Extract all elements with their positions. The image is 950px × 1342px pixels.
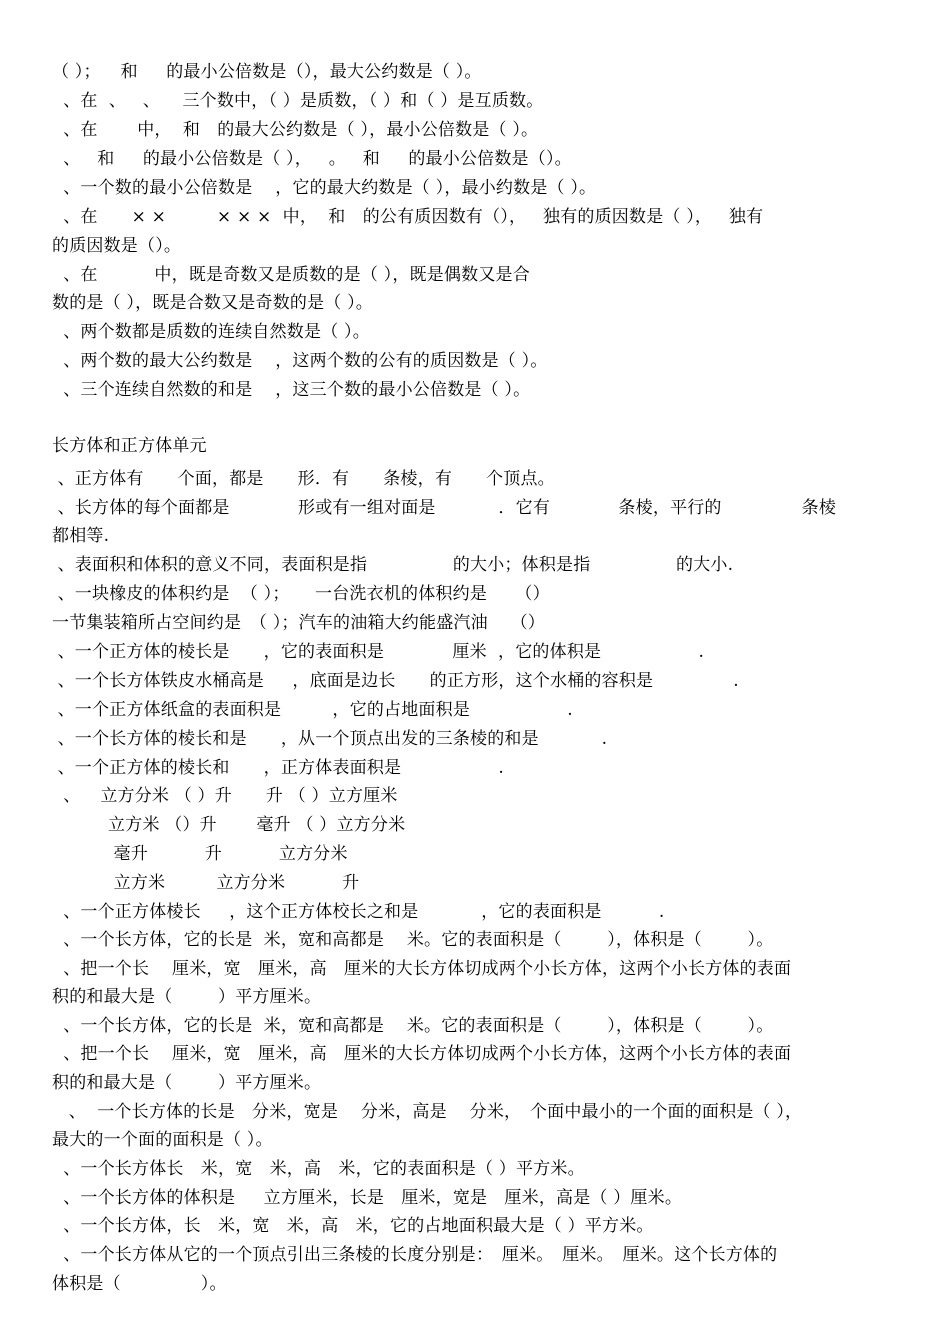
text-line: 、三个连续自然数的和是 ，这三个数的最小公倍数是（ ）。 xyxy=(52,380,531,400)
text-line: 、一个长方体的体积是 立方厘米，长是 厘米，宽是 厘米，高是（ ）厘米。 xyxy=(52,1188,683,1208)
text-line: 、长方体的每个面都是 形或有一组对面是 ．它有 条棱，平行的 条棱 xyxy=(52,498,837,518)
text-line: 、一个正方体的棱长是 ，它的表面积是 厘米 ，它的体积是 . xyxy=(52,642,705,662)
text-line: 、一个长方体，长 米，宽 米，高 米，它的占地面积最大是（ ）平方米。 xyxy=(52,1216,654,1236)
text-line: 、正方体有 个面，都是 形．有 条棱，有 个顶点。 xyxy=(52,469,555,489)
text-line: 、在 、 、 三个数中，（ ）是质数，（ ）和（ ）是互质数。 xyxy=(52,91,544,111)
text-line: 数的是（ ），既是合数又是奇数的是（ ）。 xyxy=(52,293,374,313)
text-line: 、两个数都是质数的连续自然数是（ ）。 xyxy=(52,322,370,342)
text-line: 积的和最大是（ ）平方厘米。 xyxy=(52,987,322,1007)
text-line: 、一个长方体铁皮水桶高是 ，底面是边长 的正方形，这个水桶的容积是 . xyxy=(52,671,739,691)
text-line: 、一个正方体纸盒的表面积是 ，它的占地面积是 . xyxy=(52,700,573,720)
text-line: 最大的一个面的面积是（ ）。 xyxy=(52,1130,273,1150)
text-line: 毫升 升 立方分米 xyxy=(52,844,348,864)
text-line: 、一个正方体的棱长和 ，正方体表面积是 . xyxy=(52,758,505,778)
text-line: 立方米 立方分米 升 xyxy=(52,873,360,893)
text-line: 都相等. xyxy=(52,526,110,546)
text-line: 、在 中，既是奇数又是质数的是（ ），既是偶数又是合 xyxy=(52,265,530,285)
text-line: 体积是（ ）。 xyxy=(52,1274,227,1294)
text-line: 积的和最大是（ ）平方厘米。 xyxy=(52,1073,322,1093)
text-line: 立方米 （）升 毫升 （ ）立方分米 xyxy=(52,815,406,835)
text-line: 、一个长方体从它的一个顶点引出三条棱的长度分别是： 厘米。 厘米。 厘米。这个长方体的 xyxy=(52,1245,778,1265)
text-line: 、 和 的最小公倍数是（ ）， 。 和 的最小公倍数是（）。 xyxy=(52,149,572,169)
text-line: 、 立方分米 （ ）升 升 （ ）立方厘米 xyxy=(52,786,398,806)
text-line: 、 一个长方体的长是 分米，宽是 分米，高是 分米， 个面中最小的一个面的面积是（ ）， xyxy=(52,1102,803,1122)
text-line: 、一个长方体，它的长是 米，宽和高都是 米。它的表面积是（ ），体积是（ ）。 xyxy=(52,930,774,950)
section-title: 长方体和正方体单元 xyxy=(52,436,207,456)
text-line: 、一块橡皮的体积约是 （ ）； 一台洗衣机的体积约是 （） xyxy=(52,584,550,604)
text-line: 、一个长方体长 米，宽 米，高 米，它的表面积是（ ）平方米。 xyxy=(52,1159,585,1179)
text-line: 、在 中， 和 的最大公约数是（ ），最小公倍数是（ ）。 xyxy=(52,120,539,140)
text-line: 、表面积和体积的意义不同，表面积是指 的大小；体积是指 的大小. xyxy=(52,555,734,575)
text-line: 、一个数的最小公倍数是 ，它的最大约数是（ ），最小约数是（ ）。 xyxy=(52,178,597,198)
text-line: 、把一个长 厘米，宽 厘米，高 厘米的大长方体切成两个小长方体，这两个小长方体的表面 xyxy=(52,959,792,979)
text-line: 、一个长方体，它的长是 米，宽和高都是 米。它的表面积是（ ），体积是（ ）。 xyxy=(52,1016,774,1036)
text-line: 、把一个长 厘米，宽 厘米，高 厘米的大长方体切成两个小长方体，这两个小长方体的表面 xyxy=(52,1044,792,1064)
text-line: 的质因数是（）。 xyxy=(52,236,182,256)
text-line: 一节集装箱所占空间约是 （ ）；汽车的油箱大约能盛汽油 （） xyxy=(52,613,546,633)
text-line: 、两个数的最大公约数是 ，这两个数的公有的质因数是（ ）。 xyxy=(52,351,548,371)
text-line: 、在 × × × × × 中， 和 的公有质因数有（）， 独有的质因数是（ ）， 独有 xyxy=(52,207,764,227)
text-line: 、一个正方体棱长 ，这个正方体校长之和是 ，它的表面积是 . xyxy=(52,902,665,922)
text-line: 、一个长方体的棱长和是 ，从一个顶点出发的三条棱的和是 . xyxy=(52,729,608,749)
text-line: （ ）； 和 的最小公倍数是（），最大公约数是（ ）。 xyxy=(52,62,482,82)
